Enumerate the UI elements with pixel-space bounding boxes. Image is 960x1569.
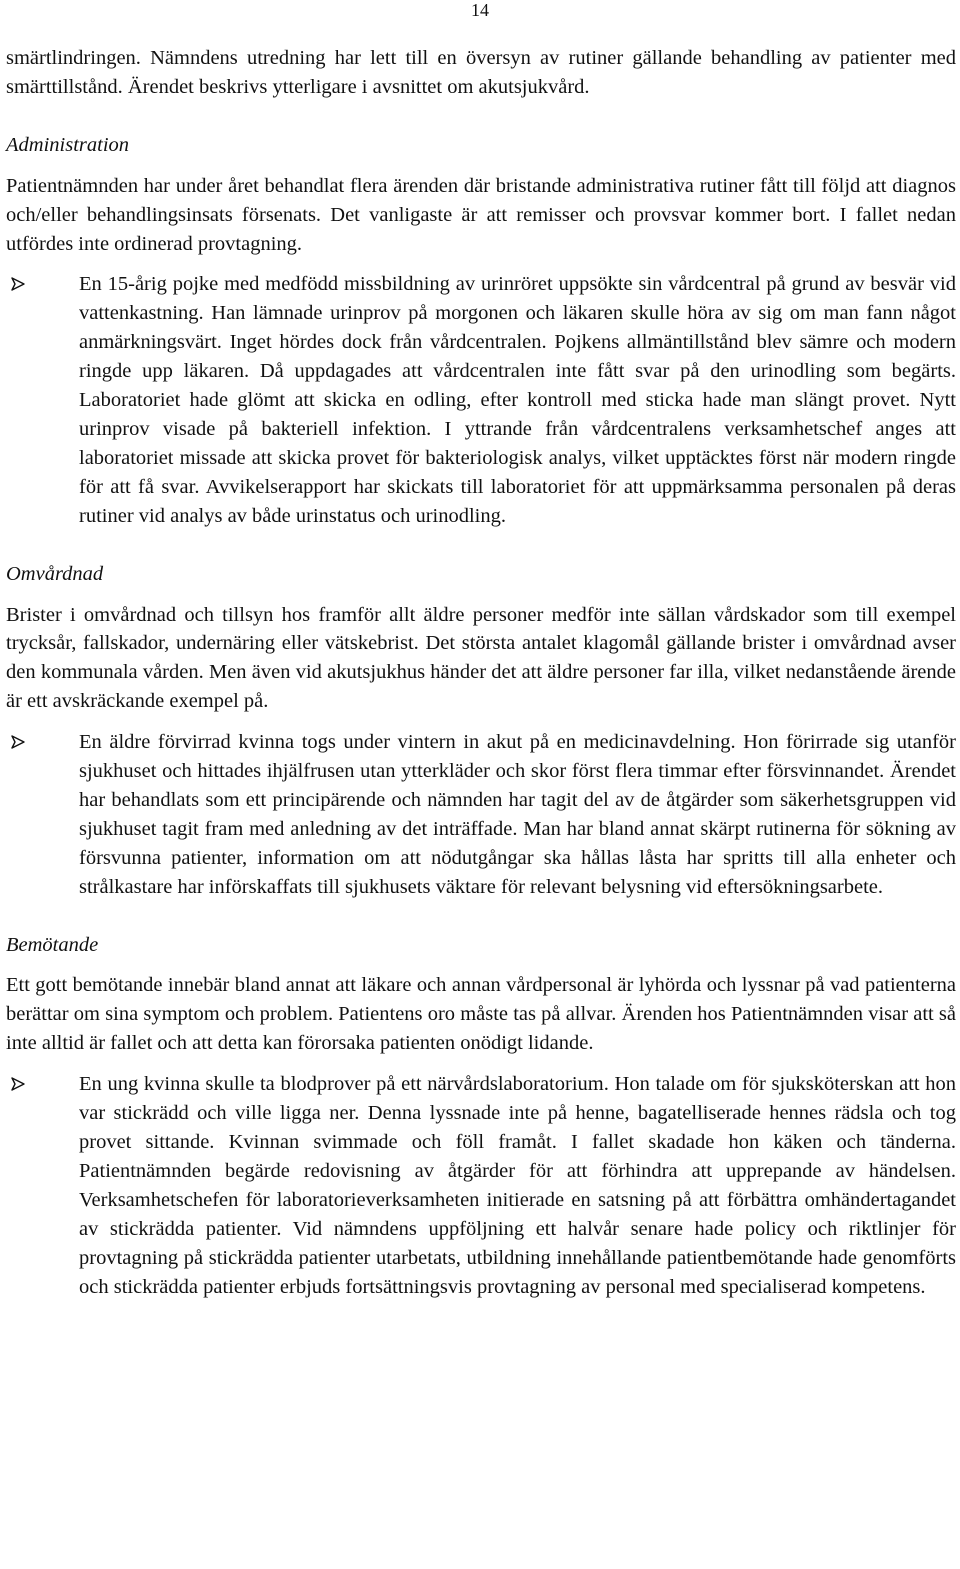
administration-bullet (6, 270, 956, 530)
omvardnad-bullet-text: En äldre förvirrad kvinna togs under vintern in akut på en medicinavdelning. Hon förirrade sig utanför sjukhuset och hittades ihjälfrusen utan ytterkläder och skor först flera timmar efter försvinnandet. Ärendet har behandlats som ett principärende och nämnden har tagit del av de åtgärder som säkerhetsgruppen vid sjukhuset tagit fram med anledning av det inträffade. Man har bland annat skärpt rutinerna för sökning av försvunna patienter, information om att nödutgångar ska hållas låsta har spritts till alla enheter och strålkastare har införskaffats till sjukhusets väktare för relevant belysning vid eftersökningsarbete. (79, 731, 956, 898)
document-body (6, 44, 956, 1301)
section-heading-omvardnad: Omvårdnad (6, 562, 104, 585)
arrow-bullet-icon (11, 1070, 29, 1098)
arrow-bullet-icon (11, 270, 29, 298)
administration-bullet-text: En 15-årig pojke med medfödd missbildning av urinröret uppsökte sin vårdcentral på grund av besvär vid vattenkastning. Han lämnade urinprov på morgonen och läkaren skulle höra av sig om man fann något anmärkningsvärt. Inget hördes dock från vårdcentralen. Pojkens allmäntillstånd blev sämre och modern ringde upp läkaren. Då uppdagades att vårdcentralen inte fått svar på den urinodling som begärts. Laboratoriet hade glömt att skicka en odling, efter kontroll med sticka hade man slängt provet. Nytt urinprov visade på bakteriell infektion. I yttrande från vårdcentralens verksamhetschef anges att laboratoriet missade att skicka provet för bakteriologisk analys, vilket upptäcktes först när modern ringde för att få svar. Avvikelserapport har skickats till laboratoriet för att uppmärksamma personalen på deras rutiner vid analys av både urinstatus och urinodling. (79, 273, 956, 527)
intro-paragraph: smärtlindringen. Nämndens utredning har lett till en översyn av rutiner gällande behandling av patienter med smärttillstånd. Ärendet beskrivs ytterligare i avsnittet om akutsjukvård. (6, 47, 956, 98)
section-heading-bemotande: Bemötande (6, 933, 99, 956)
arrow-bullet-icon (11, 728, 29, 756)
bemotande-bullet-text: En ung kvinna skulle ta blodprover på ett närvårdslaboratorium. Hon talade om för sjuksköterskan att hon var stickrädd och ville ligga ner. Denna lyssnade inte på henne, bagatelliserade hennes rädsla och tog provet sittande. Kvinnan svimmade och föll framåt. I fallet skadade hon käken och tänderna. Patientnämnden begärde redovisning av åtgärder för att förhindra att upprepande av händelsen. Verksamhetschefen för laboratorieverksamheten initierade en satsning på att förbättra omhändertagandet av stickrädda patienter. Vid nämndens uppföljning ett halvår senare hade policy och riktlinjer för provtagning på stickrädda patienter utarbetats, utbildning innehållande patientbemötande hade genomförts och stickrädda patienter erbjuds fortsättningsvis provtagning av personal med specialiserad kompetens. (79, 1073, 956, 1298)
section-heading-administration: Administration (6, 133, 130, 156)
administration-paragraph: Patientnämnden har under året behandlat flera ärenden där bristande administrativa rutiner fått till följd att diagnos och/eller behandlingsinsats försenats. Det vanligaste är att remisser och provsvar kommer bort. I fallet nedan utfördes inte ordinerad provtagning. (6, 174, 956, 255)
omvardnad-bullet (6, 728, 956, 901)
bemotande-paragraph: Ett gott bemötande innebär bland annat att läkare och annan vårdpersonal är lyhörda och lyssnar på vad patienterna berättar om sina symptom och problem. Patientens oro måste tas på allvar. Ärenden hos Patientnämnden visar att så inte alltid är fallet och att detta kan förorsaka patienten onödigt lidande. (6, 974, 956, 1055)
bemotande-bullet (6, 1070, 956, 1301)
omvardnad-paragraph: Brister i omvårdnad och tillsyn hos framför allt äldre personer medför inte sällan vårdskador som till exempel trycksår, fallskador, undernäring eller vätskebrist. Det största antalet klagomål gällande brister i omvårdnad avser den kommunala vården. Men även vid akutsjukhus händer det att äldre personer far illa, vilket nedanstående ärende är ett avskräckande exempel på. (6, 603, 956, 713)
page-number: 14 (471, 0, 489, 20)
